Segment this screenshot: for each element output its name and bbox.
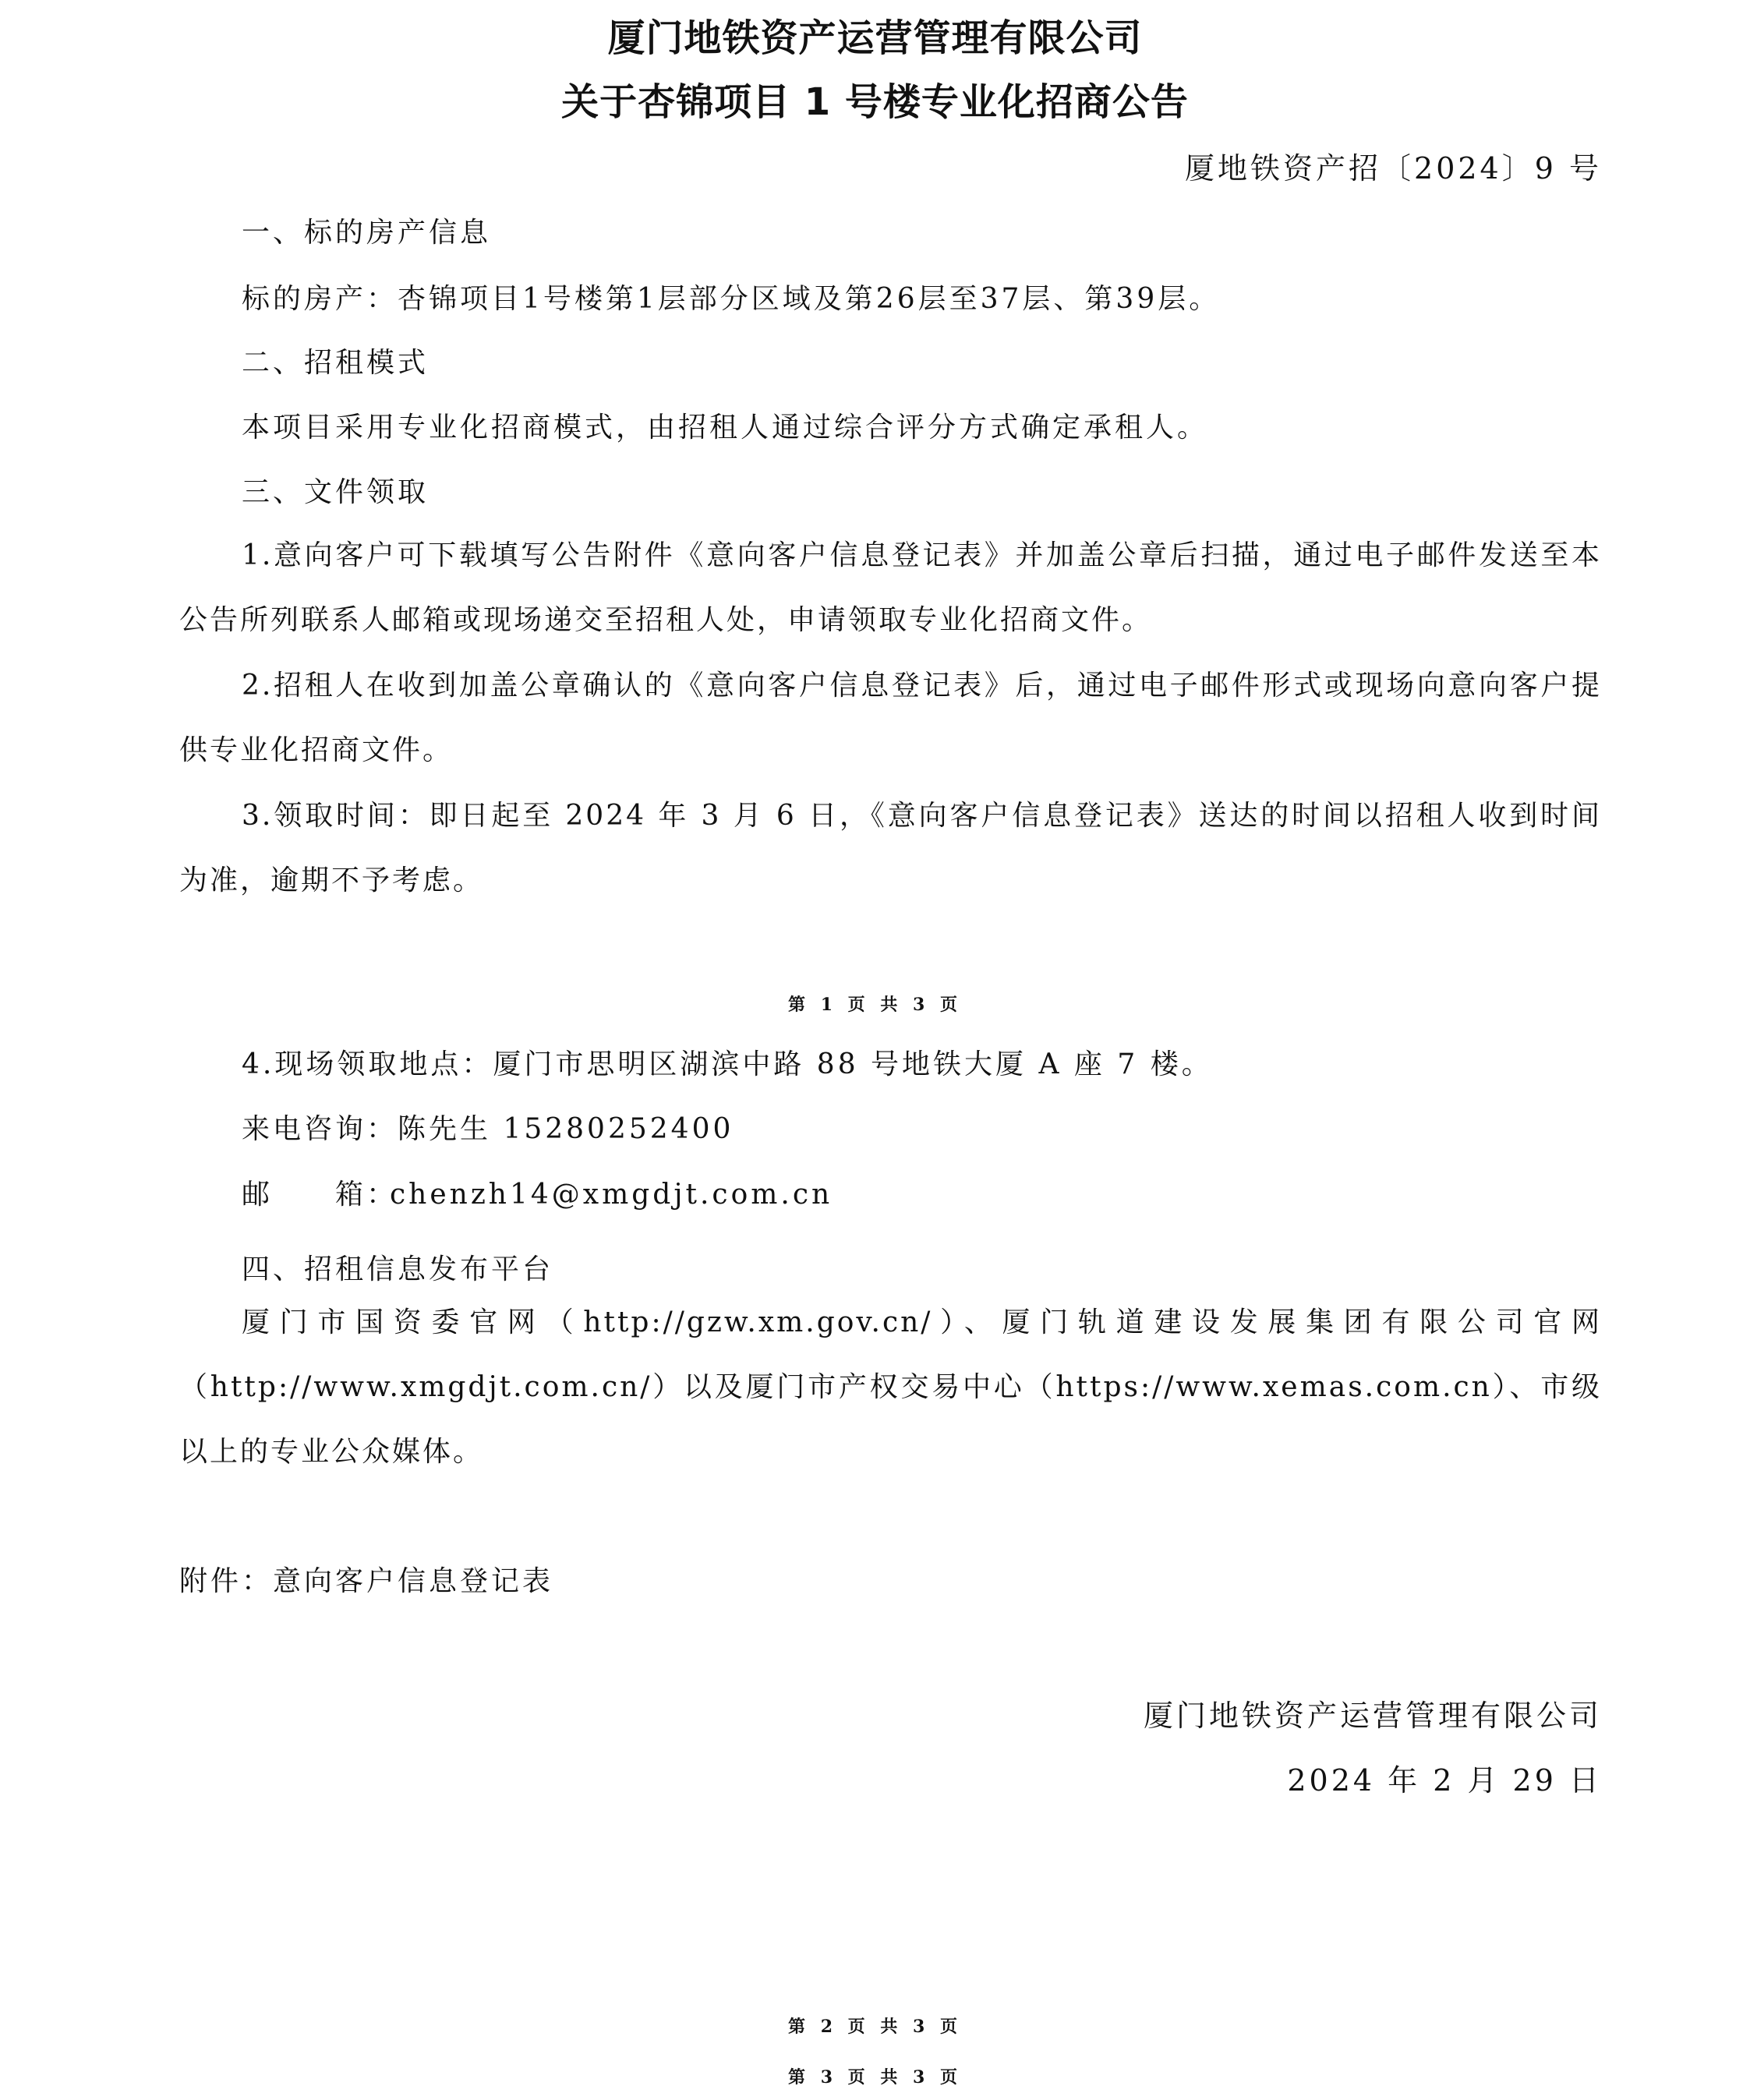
section-2-heading: 二、招租模式 <box>242 347 430 379</box>
contact-email-label: 邮 箱： <box>242 1179 398 1211</box>
page-footer-3: 第 3 页 共 3 页 <box>788 2067 962 2088</box>
section-1-text: 标的房产：杏锦项目1号楼第1层部分区域及第26层至37层、第39层。 <box>242 283 1221 315</box>
contact-email-value[interactable]: chenzh14@xmgdjt.com.cn <box>390 1179 833 1211</box>
section-4-heading: 四、招租信息发布平台 <box>242 1253 554 1285</box>
page-footer-2: 第 2 页 共 3 页 <box>788 2017 962 2037</box>
document-title-line-2: 关于杏锦项目 1 号楼专业化招商公告 <box>561 80 1189 124</box>
section-1-heading: 一、标的房产信息 <box>242 217 492 249</box>
contact-email-row <box>242 1172 833 1212</box>
section-3-item-3: 3.领取时间：即日起至 2024 年 3 月 6 日，《意向客户信息登记表》送达的时间以招租人收到时间为准，逾期不予考虑。 <box>179 800 1602 896</box>
section-3-item-2: 2.招租人在收到加盖公章确认的《意向客户信息登记表》后，通过电子邮件形式或现场向意向客户提供专业化招商文件。 <box>179 670 1602 766</box>
section-3-item-4: 4.现场领取地点：厦门市思明区湖滨中路 88 号地铁大厦 A 座 7 楼。 <box>242 1048 1213 1080</box>
signature-company: 厦门地铁资产运营管理有限公司 <box>1143 1699 1602 1733</box>
section-3-heading: 三、文件领取 <box>242 476 430 508</box>
document-number: 厦地铁资产招〔2024〕9 号 <box>1185 151 1602 186</box>
document-title-line-1: 厦门地铁资产运营管理有限公司 <box>607 16 1143 60</box>
page-footer-1: 第 1 页 共 3 页 <box>788 995 962 1015</box>
signature-date: 2024 年 2 月 29 日 <box>1287 1763 1602 1798</box>
section-4-text: 厦门市国资委官网（http://gzw.xm.gov.cn/）、厦门轨道建设发展集团有限公司官网（http://www.xmgdjt.com.cn/）以及厦门市产权交易中心（https://www.xemas.com.cn）、市级以上的专业公众媒体。 <box>179 1306 1602 1468</box>
section-2-text: 本项目采用专业化招商模式，由招租人通过综合评分方式确定承租人。 <box>242 412 1209 444</box>
contact-phone: 来电咨询：陈先生 15280252400 <box>242 1113 734 1145</box>
section-3-item-1: 1.意向客户可下载填写公告附件《意向客户信息登记表》并加盖公章后扫描，通过电子邮件发送至本公告所列联系人邮箱或现场递交至招租人处，申请领取专业化招商文件。 <box>179 539 1602 636</box>
attachment-line: 附件：意向客户信息登记表 <box>179 1565 554 1597</box>
